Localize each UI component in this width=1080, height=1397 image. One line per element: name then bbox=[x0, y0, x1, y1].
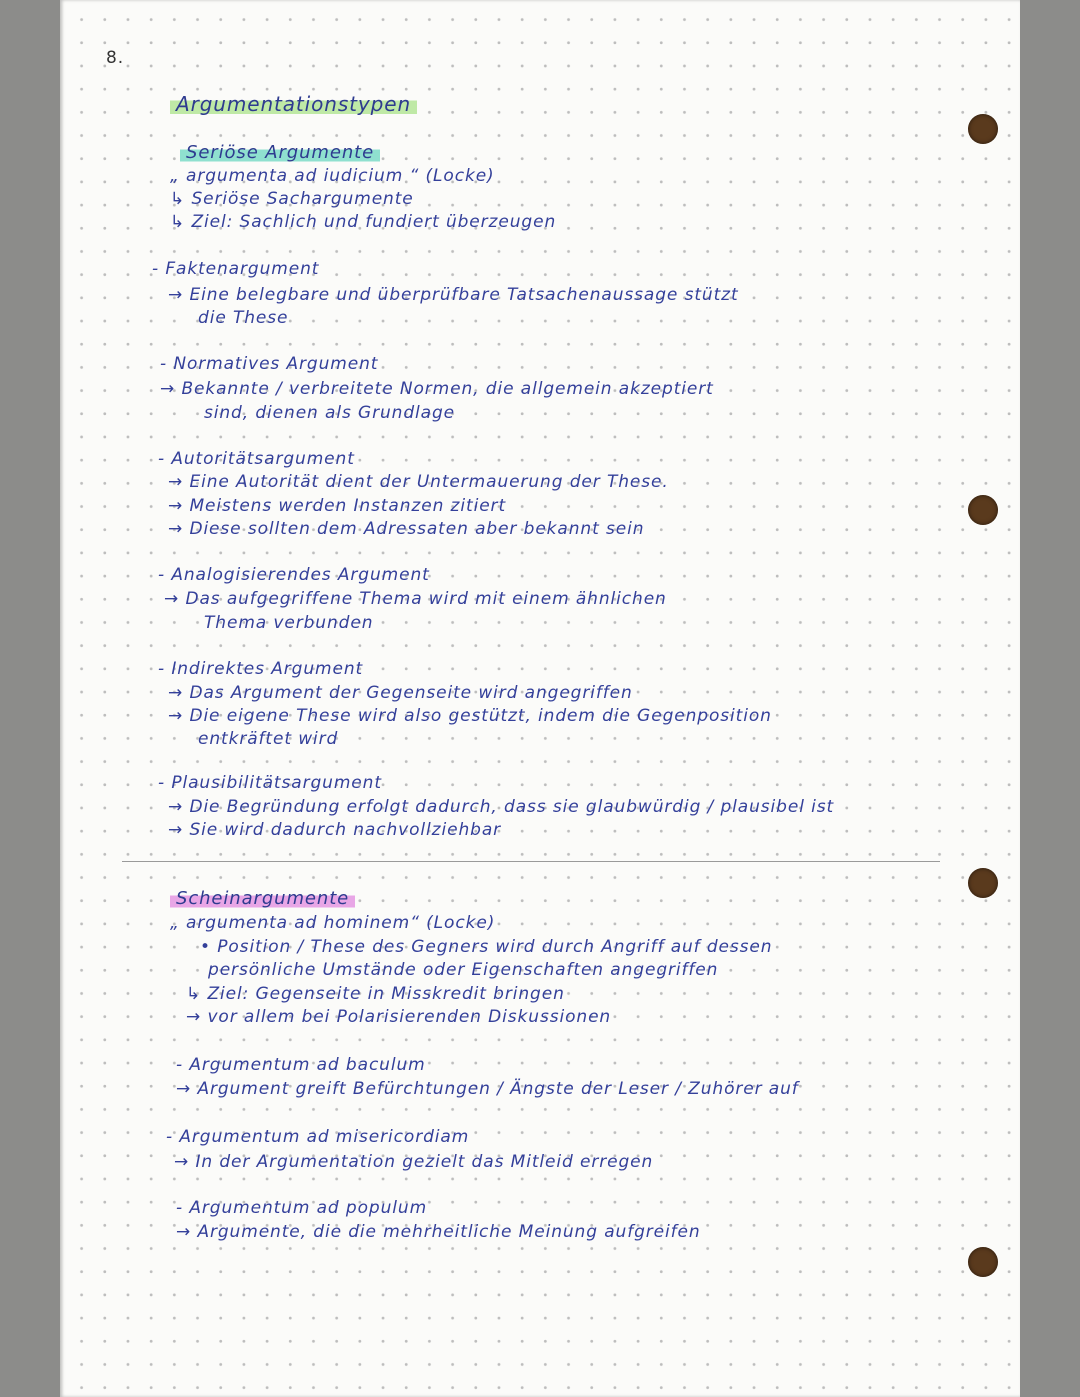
page-number: 8. bbox=[106, 48, 125, 68]
binder-hole bbox=[968, 114, 998, 144]
item-line: → Argument greift Befürchtungen / Ängste der Leser / Zuhörer auf bbox=[176, 1079, 799, 1099]
item-line: → Eine Autorität dient der Untermauerung der These. bbox=[168, 472, 669, 492]
item-line: → Argumente, die die mehrheitliche Meinung aufgreifen bbox=[176, 1222, 701, 1242]
section-divider bbox=[122, 861, 940, 862]
intro-line: „ argumenta ad hominem“ (Locke) bbox=[170, 913, 496, 933]
item-line: → Die Begründung erfolgt dadurch, dass sie glaubwürdig / plausibel ist bbox=[168, 797, 835, 817]
item-line: → Die eigene These wird also gestützt, indem die Gegenposition bbox=[168, 706, 772, 726]
item-line: Thema verbunden bbox=[204, 613, 374, 633]
item-heading: - Argumentum ad misericordiam bbox=[166, 1127, 470, 1147]
item-line: sind, dienen als Grundlage bbox=[204, 403, 456, 423]
item-heading: - Indirektes Argument bbox=[158, 659, 364, 679]
intro-line: persönliche Umstände oder Eigenschaften angegriffen bbox=[208, 960, 719, 980]
item-line: die These bbox=[198, 308, 289, 328]
binder-hole bbox=[968, 1247, 998, 1277]
item-line: → Das aufgegriffene Thema wird mit einem ähnlichen bbox=[164, 589, 667, 609]
intro-line: → vor allem bei Polarisierenden Diskussionen bbox=[186, 1007, 612, 1027]
binder-hole bbox=[968, 868, 998, 898]
section-heading-serioese-argumente: Seriöse Argumente bbox=[180, 142, 380, 163]
item-line: entkräftet wird bbox=[198, 729, 339, 749]
item-line: → Meistens werden Instanzen zitiert bbox=[168, 496, 507, 516]
item-heading: - Normatives Argument bbox=[160, 354, 379, 374]
item-line: → Sie wird dadurch nachvollziehbar bbox=[168, 820, 502, 840]
intro-line: • Position / These des Gegners wird durch Angriff auf dessen bbox=[200, 937, 773, 957]
item-heading: - Argumentum ad baculum bbox=[176, 1055, 426, 1075]
item-line: → Bekannte / verbreitete Normen, die allgemein akzeptiert bbox=[160, 379, 714, 399]
item-heading: - Faktenargument bbox=[152, 259, 320, 279]
item-line: → Diese sollten dem Adressaten aber bekannt sein bbox=[168, 519, 645, 539]
section-heading-scheinargumente: Scheinargumente bbox=[170, 888, 355, 909]
intro-line: „ argumenta ad iudicium “ (Locke) bbox=[170, 166, 495, 186]
item-line: → In der Argumentation gezielt das Mitleid erregen bbox=[174, 1152, 654, 1172]
item-heading: - Analogisierendes Argument bbox=[158, 565, 430, 585]
binder-hole bbox=[968, 495, 998, 525]
item-heading: - Autoritätsargument bbox=[158, 449, 355, 469]
item-heading: - Plausibilitätsargument bbox=[158, 773, 382, 793]
item-line: → Eine belegbare und überprüfbare Tatsachenaussage stützt bbox=[168, 285, 739, 305]
page-title: Argumentationstypen bbox=[170, 92, 417, 116]
item-line: → Das Argument der Gegenseite wird angegriffen bbox=[168, 683, 633, 703]
intro-line: ↳ Ziel: Gegenseite in Misskredit bringen bbox=[186, 984, 565, 1004]
intro-line: ↳ Seriöse Sachargumente bbox=[170, 189, 414, 209]
intro-line: ↳ Ziel: Sachlich und fundiert überzeugen bbox=[170, 212, 557, 232]
item-heading: - Argumentum ad populum bbox=[176, 1198, 428, 1218]
